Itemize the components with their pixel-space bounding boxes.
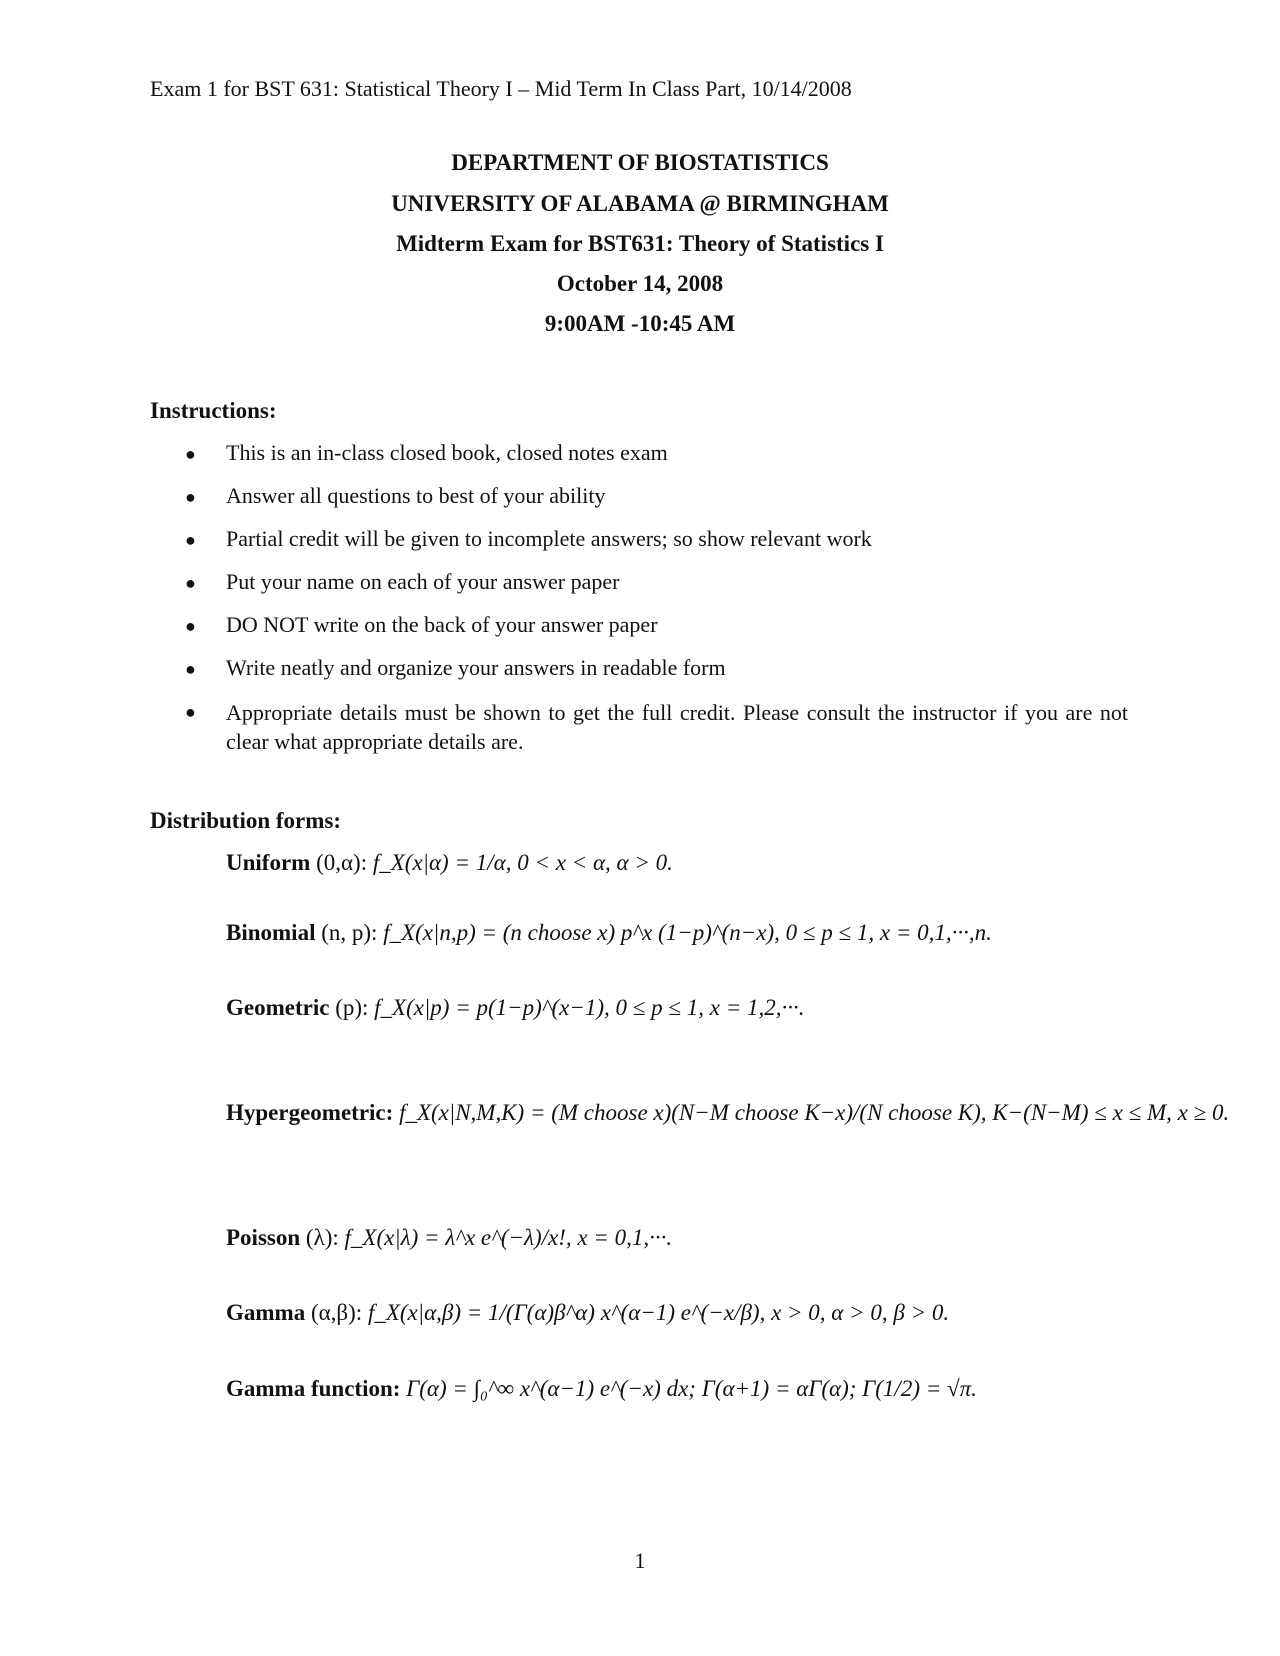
geometric-label: Geometric [226, 995, 330, 1020]
distributions-heading: Distribution forms: [150, 808, 342, 833]
gamma-params: (α,β): [310, 1300, 363, 1325]
bullet-icon: ● [185, 659, 196, 679]
instructions-heading: Instructions: [150, 398, 277, 423]
poisson-formula [226, 1225, 672, 1251]
gamma-function-definition: Γ(α) = ∫₀^∞ x^(α−1) e^(−x) dx; Γ(α+1) = αΓ(α); Γ(1/2) = √π. [406, 1376, 977, 1401]
poisson-label: Poisson [226, 1225, 301, 1250]
gamma-formula [226, 1300, 949, 1326]
gamma-density: f_X(x|α,β) = 1/(Γ(α)β^α) x^(α−1) e^(−x/β), x > 0, α > 0, β > 0. [367, 1300, 950, 1325]
hypergeometric-label: Hypergeometric: [226, 1100, 394, 1125]
instruction-item: Put your name on each of your answer paper [226, 569, 620, 594]
exam-time: 9:00AM -10:45 AM [544, 311, 736, 336]
gamma-label: Gamma [226, 1300, 306, 1325]
binomial-density: f_X(x|n,p) = (n choose x) p^x (1−p)^(n−x), 0 ≤ p ≤ 1, x = 0,1,···,n. [383, 920, 992, 945]
binomial-params: (n, p): [321, 920, 378, 945]
geometric-density: f_X(x|p) = p(1−p)^(x−1), 0 ≤ p ≤ 1, x = 1,2,···. [374, 995, 805, 1020]
uniform-formula [226, 850, 673, 876]
bullet-icon: ● [185, 573, 196, 593]
uniform-density: f_X(x|α) = 1/α, 0 < x < α, α > 0. [372, 850, 673, 875]
hypergeometric-density: f_X(x|N,M,K) = (M choose x)(N−M choose K−x)/(N choose K), K−(N−M) ≤ x ≤ M, x ≥ 0. [399, 1100, 1230, 1125]
instruction-item: Answer all questions to best of your ability [226, 483, 606, 508]
instruction-item: Partial credit will be given to incomplete answers; so show relevant work [226, 526, 872, 551]
instruction-item: Write neatly and organize your answers in readable form [226, 655, 726, 680]
poisson-params: (λ): [305, 1225, 339, 1250]
geometric-params: (p): [335, 995, 369, 1020]
instruction-item: This is an in-class closed book, closed notes exam [226, 440, 668, 465]
hypergeometric-formula [226, 1100, 1229, 1126]
binomial-label: Binomial [226, 920, 316, 945]
poisson-density: f_X(x|λ) = λ^x e^(−λ)/x!, x = 0,1,···. [344, 1225, 673, 1250]
running-header: Exam 1 for BST 631: Statistical Theory I – Mid Term In Class Part, 10/14/2008 [150, 76, 852, 101]
exam-title: Midterm Exam for BST631: Theory of Statistics I [396, 231, 884, 256]
bullet-icon: ● [185, 444, 196, 464]
geometric-formula [226, 995, 805, 1021]
department-title: DEPARTMENT OF BIOSTATISTICS [451, 150, 829, 175]
uniform-params: (0,α): [316, 850, 368, 875]
instruction-item: Appropriate details must be shown to get the full credit. Please consult the instructor if you are not clear what appropriate details are. [226, 700, 1128, 754]
gamma-function-label: Gamma function: [226, 1376, 401, 1401]
bullet-icon: ● [185, 702, 196, 722]
exam-date: October 14, 2008 [556, 271, 724, 296]
bullet-icon: ● [185, 487, 196, 507]
uniform-label: Uniform [226, 850, 311, 875]
gamma-function-formula [226, 1376, 977, 1402]
bullet-icon: ● [185, 616, 196, 636]
page-number: 1 [634, 1548, 646, 1573]
bullet-icon: ● [185, 530, 196, 550]
university-title: UNIVERSITY OF ALABAMA @ BIRMINGHAM [391, 191, 889, 216]
instruction-item: DO NOT write on the back of your answer paper [226, 612, 658, 637]
binomial-formula [226, 920, 992, 946]
